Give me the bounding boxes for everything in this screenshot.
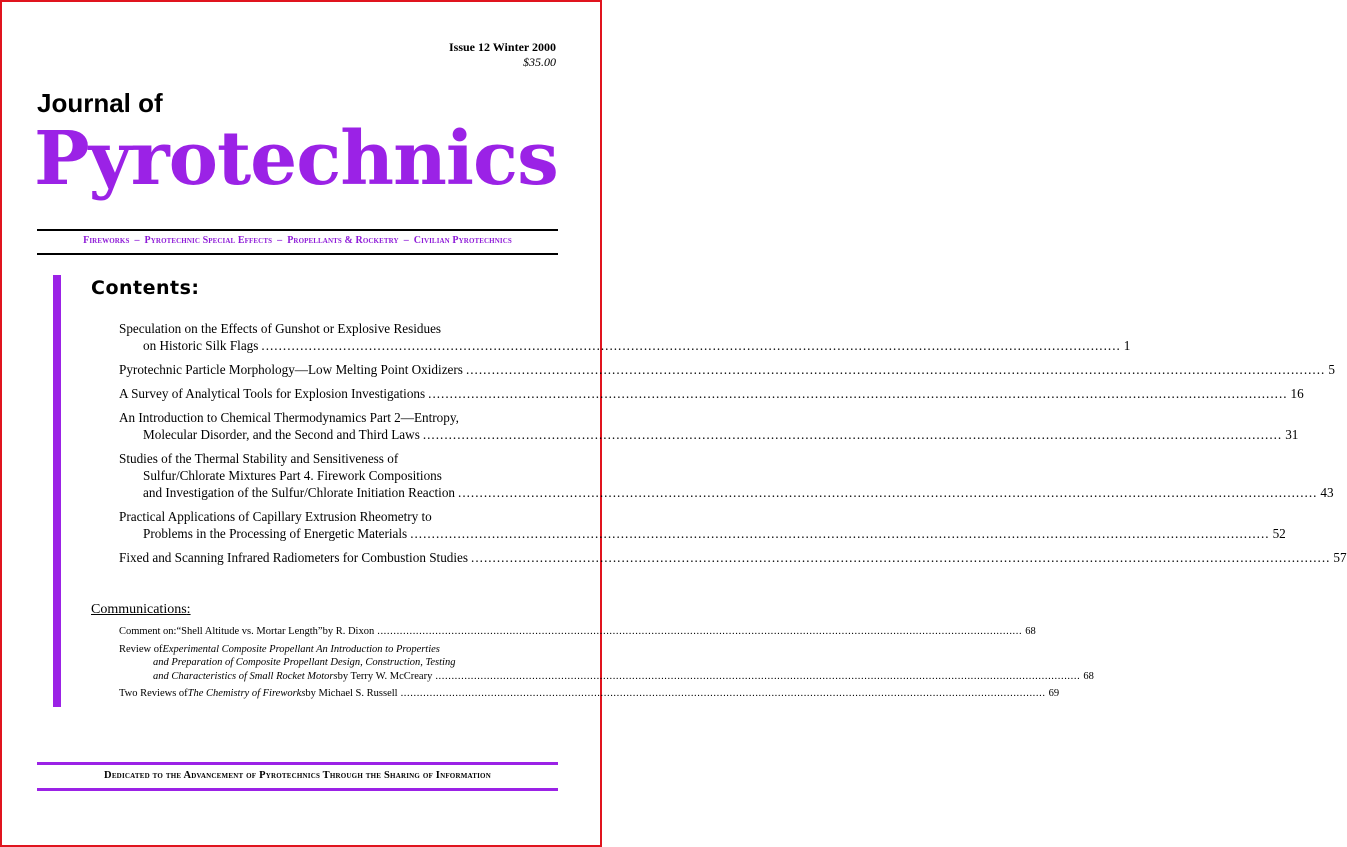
- toc-leader-dots: ........................................................................................................................................................................................................: [410, 526, 1270, 541]
- toc-entry-title: Speculation on the Effects of Gunshot or Explosive Residues: [119, 321, 442, 336]
- communications-title-colon: :: [186, 602, 191, 617]
- masthead-title: Pyrotechnics: [34, 116, 558, 202]
- masthead-journal-of: Journal of: [37, 88, 163, 118]
- communication-line: [119, 687, 1060, 701]
- toc-entry-line: [119, 426, 1299, 443]
- communication-author: by Michael S. Russell: [305, 688, 398, 699]
- toc-entry: [119, 385, 1304, 402]
- toc-entry-line: [119, 337, 1131, 354]
- toc-entry-line: [119, 467, 523, 484]
- subject-list: [37, 235, 558, 246]
- toc-leader-dots: ........................................................................................................................................................................................................: [458, 485, 1318, 500]
- subject-special-effects: Pyrotechnic Special Effects: [144, 235, 273, 246]
- dedication: Dedicated to the Advancement of Pyrotechnics Through the Sharing of Information: [104, 770, 491, 781]
- toc-entry-title: Sulfur/Chlorate Mixtures Part 4. Firework Compositions: [143, 468, 442, 483]
- toc-page-number: 1: [1123, 338, 1131, 353]
- communication-line: [119, 643, 523, 657]
- toc-entry: [119, 508, 1286, 542]
- communication-author: by R. Dixon: [322, 626, 375, 637]
- dedication-top-rule: [37, 762, 558, 765]
- toc-entry-line: [119, 320, 523, 337]
- communication-line: [119, 656, 523, 670]
- toc-entry: [119, 549, 1347, 566]
- toc-entry-title: Molecular Disorder, and the Second and Third Laws: [143, 427, 420, 442]
- toc-entry-title: Problems in the Processing of Energetic Materials: [143, 526, 408, 541]
- toc-leader-dots: ........................................................................................................................................................................................................: [261, 338, 1121, 353]
- toc-leader-dots: ........................................................................................................................................................................................................: [471, 550, 1331, 565]
- subject-separator: –: [277, 235, 283, 246]
- contents-list: [119, 320, 1347, 573]
- communication-italic-title: and Characteristics of Small Rocket Motors: [153, 670, 338, 682]
- toc-entry-title: A Survey of Analytical Tools for Explosion Investigations: [119, 386, 426, 401]
- issue-info: [449, 40, 556, 70]
- toc-page-number: 16: [1290, 386, 1304, 401]
- toc-page-number: 5: [1328, 362, 1335, 377]
- dedication-bottom-rule: [37, 788, 558, 791]
- communication-author: by Terry W. McCreary: [337, 670, 433, 682]
- communication-italic-title: Experimental Composite Propellant An Introduction to Properties: [162, 643, 440, 655]
- toc-entry-line: [119, 484, 1334, 501]
- toc-entry-line: [119, 361, 1335, 378]
- toc-entry: [119, 361, 1335, 378]
- toc-entry: [119, 320, 1131, 354]
- subject-propellants: Propellants & Rocketry: [287, 235, 399, 246]
- communications-title-text: Communications: [91, 602, 187, 617]
- communication-entry: [119, 687, 1060, 701]
- subject-civilian: Civilian Pyrotechnics: [413, 235, 512, 246]
- communication-line: [119, 670, 1094, 684]
- toc-page-number: 43: [1320, 485, 1334, 500]
- toc-page-number: 31: [1285, 427, 1299, 442]
- toc-page-number: 52: [1272, 526, 1286, 541]
- subject-fireworks: Fireworks: [83, 235, 130, 246]
- subject-separator: –: [403, 235, 409, 246]
- contents-title: Contents:: [91, 277, 200, 299]
- communication-page-number: 68: [1083, 670, 1094, 682]
- subject-separator: –: [134, 235, 140, 246]
- toc-entry-title: on Historic Silk Flags: [143, 338, 259, 353]
- communication-leader-dots: ........................................................................................................................................................................................................: [400, 688, 1046, 699]
- toc-entry-title: Practical Applications of Capillary Extrusion Rheometry to: [119, 509, 432, 524]
- toc-entry-line: [119, 508, 523, 525]
- communication-italic-title: and Preparation of Composite Propellant Design, Construction, Testing: [153, 657, 456, 668]
- toc-leader-dots: ........................................................................................................................................................................................................: [465, 362, 1326, 377]
- communication-page-number: 68: [1025, 626, 1036, 637]
- toc-entry-line: [119, 450, 523, 467]
- toc-entry: [119, 409, 1299, 443]
- toc-entry-line: [119, 549, 1347, 566]
- communication-prefix: Comment on:: [119, 626, 177, 637]
- communication-entry: [119, 643, 1094, 684]
- communications-list: [119, 625, 1094, 705]
- toc-entry-title: Studies of the Thermal Stability and Sensitiveness of: [119, 451, 399, 466]
- toc-entry-line: [119, 409, 523, 426]
- communication-leader-dots: ........................................................................................................................................................................................................: [377, 626, 1023, 637]
- toc-page-number: 57: [1333, 550, 1347, 565]
- toc-entry-title: Pyrotechnic Particle Morphology—Low Melting Point Oxidizers: [119, 362, 463, 377]
- subject-bottom-rule: [37, 253, 558, 255]
- issue-label: Issue 12 Winter 2000: [448, 40, 556, 54]
- communication-prefix: Two Reviews of: [119, 688, 188, 699]
- toc-entry-line: [119, 385, 1304, 402]
- communication-quoted-title: “Shell Altitude vs. Mortar Length”: [176, 626, 323, 637]
- toc-entry: [119, 450, 1334, 501]
- top-rule: [37, 229, 558, 231]
- toc-entry-title: An Introduction to Chemical Thermodynamics Part 2—Entropy,: [119, 410, 459, 425]
- toc-entry-title: and Investigation of the Sulfur/Chlorate Initiation Reaction: [143, 485, 456, 500]
- issue-price: $35.00: [523, 55, 556, 69]
- toc-entry-title: Fixed and Scanning Infrared Radiometers for Combustion Studies: [119, 550, 469, 565]
- communication-line: [119, 625, 1036, 639]
- communication-italic-title: The Chemistry of Fireworks: [187, 688, 306, 699]
- toc-entry-line: [119, 525, 1286, 542]
- communication-leader-dots: ........................................................................................................................................................................................................: [435, 670, 1081, 682]
- communication-prefix: Review of: [119, 643, 163, 655]
- toc-leader-dots: ........................................................................................................................................................................................................: [422, 427, 1283, 442]
- communications-title: [91, 602, 191, 618]
- contents-side-bar: [53, 275, 61, 707]
- communication-page-number: 69: [1048, 688, 1060, 699]
- communication-entry: [119, 625, 1036, 639]
- toc-leader-dots: ........................................................................................................................................................................................................: [428, 386, 1288, 401]
